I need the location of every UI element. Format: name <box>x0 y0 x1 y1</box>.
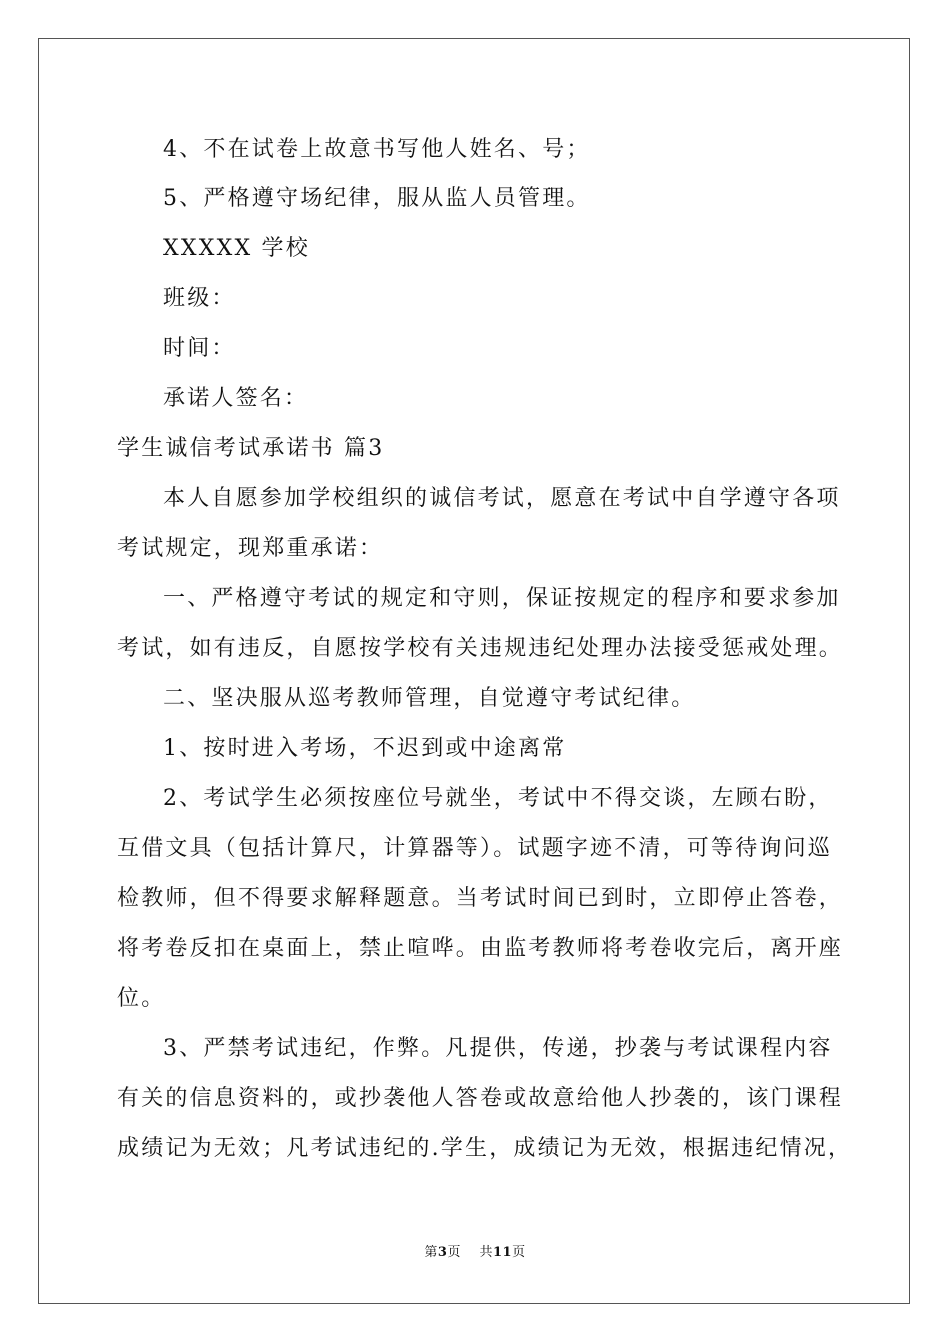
text-line-signature: 承诺人签名： <box>163 386 309 411</box>
page-frame <box>38 38 910 1304</box>
paragraph-line: 互借文具（包括计算尺，计算器等）。试题字迹不清，可等待询问巡 <box>117 836 833 861</box>
paragraph-line: 检教师，但不得要求解释题意。当考试时间已到时，立即停止答卷， <box>117 886 844 911</box>
paragraph-line: 考试，如有违反，自愿按学校有关违规违纪处理办法接受惩戒处理。 <box>117 636 844 661</box>
paragraph-line: 本人自愿参加学校组织的诚信考试，愿意在考试中自学遵守各项 <box>163 486 841 511</box>
footer-page-number: 3 <box>437 1245 448 1260</box>
text-line-class: 班级： <box>163 286 236 311</box>
footer-prefix: 第 <box>424 1245 438 1260</box>
footer-page-unit: 页 <box>447 1245 461 1260</box>
text-line-time: 时间： <box>163 336 236 361</box>
footer-total-unit: 页 <box>512 1245 526 1260</box>
text-line-1: 4、不在试卷上故意书写他人姓名、号； <box>163 137 591 162</box>
footer-total-prefix: 共 <box>479 1245 493 1260</box>
paragraph-line: 3、严禁考试违纪，作弊。凡提供，传递，抄袭与考试课程内容 <box>163 1036 833 1061</box>
paragraph-line: 考试规定，现郑重承诺： <box>117 536 384 561</box>
paragraph-line: 2、考试学生必须按座位号就坐，考试中不得交谈，左顾右盼， <box>163 786 833 811</box>
paragraph-line: 将考卷反扣在桌面上，禁止喧哗。由监考教师将考卷收完后，离开座 <box>117 936 844 961</box>
paragraph-line: 1、按时进入考场，不迟到或中途离常 <box>163 736 567 761</box>
text-line-school: XXXXX 学校 <box>163 236 310 261</box>
page-footer <box>0 1244 950 1262</box>
paragraph-line: 位。 <box>117 986 166 1011</box>
paragraph-line: 有关的信息资料的，或抄袭他人答卷或故意给他人抄袭的，该门课程 <box>117 1086 844 1111</box>
paragraph-line: 成绩记为无效；凡考试违纪的.学生，成绩记为无效，根据违纪情况， <box>117 1136 853 1161</box>
paragraph-line: 二、坚决服从巡考教师管理，自觉遵守考试纪律。 <box>163 686 696 711</box>
footer-total-pages: 11 <box>493 1245 513 1260</box>
text-line-2: 5、严格遵守场纪律，服从监人员管理。 <box>163 186 591 211</box>
paragraph-line: 一、严格遵守考试的规定和守则，保证按规定的程序和要求参加 <box>163 586 841 611</box>
section-heading: 学生诚信考试承诺书 篇3 <box>117 436 385 461</box>
